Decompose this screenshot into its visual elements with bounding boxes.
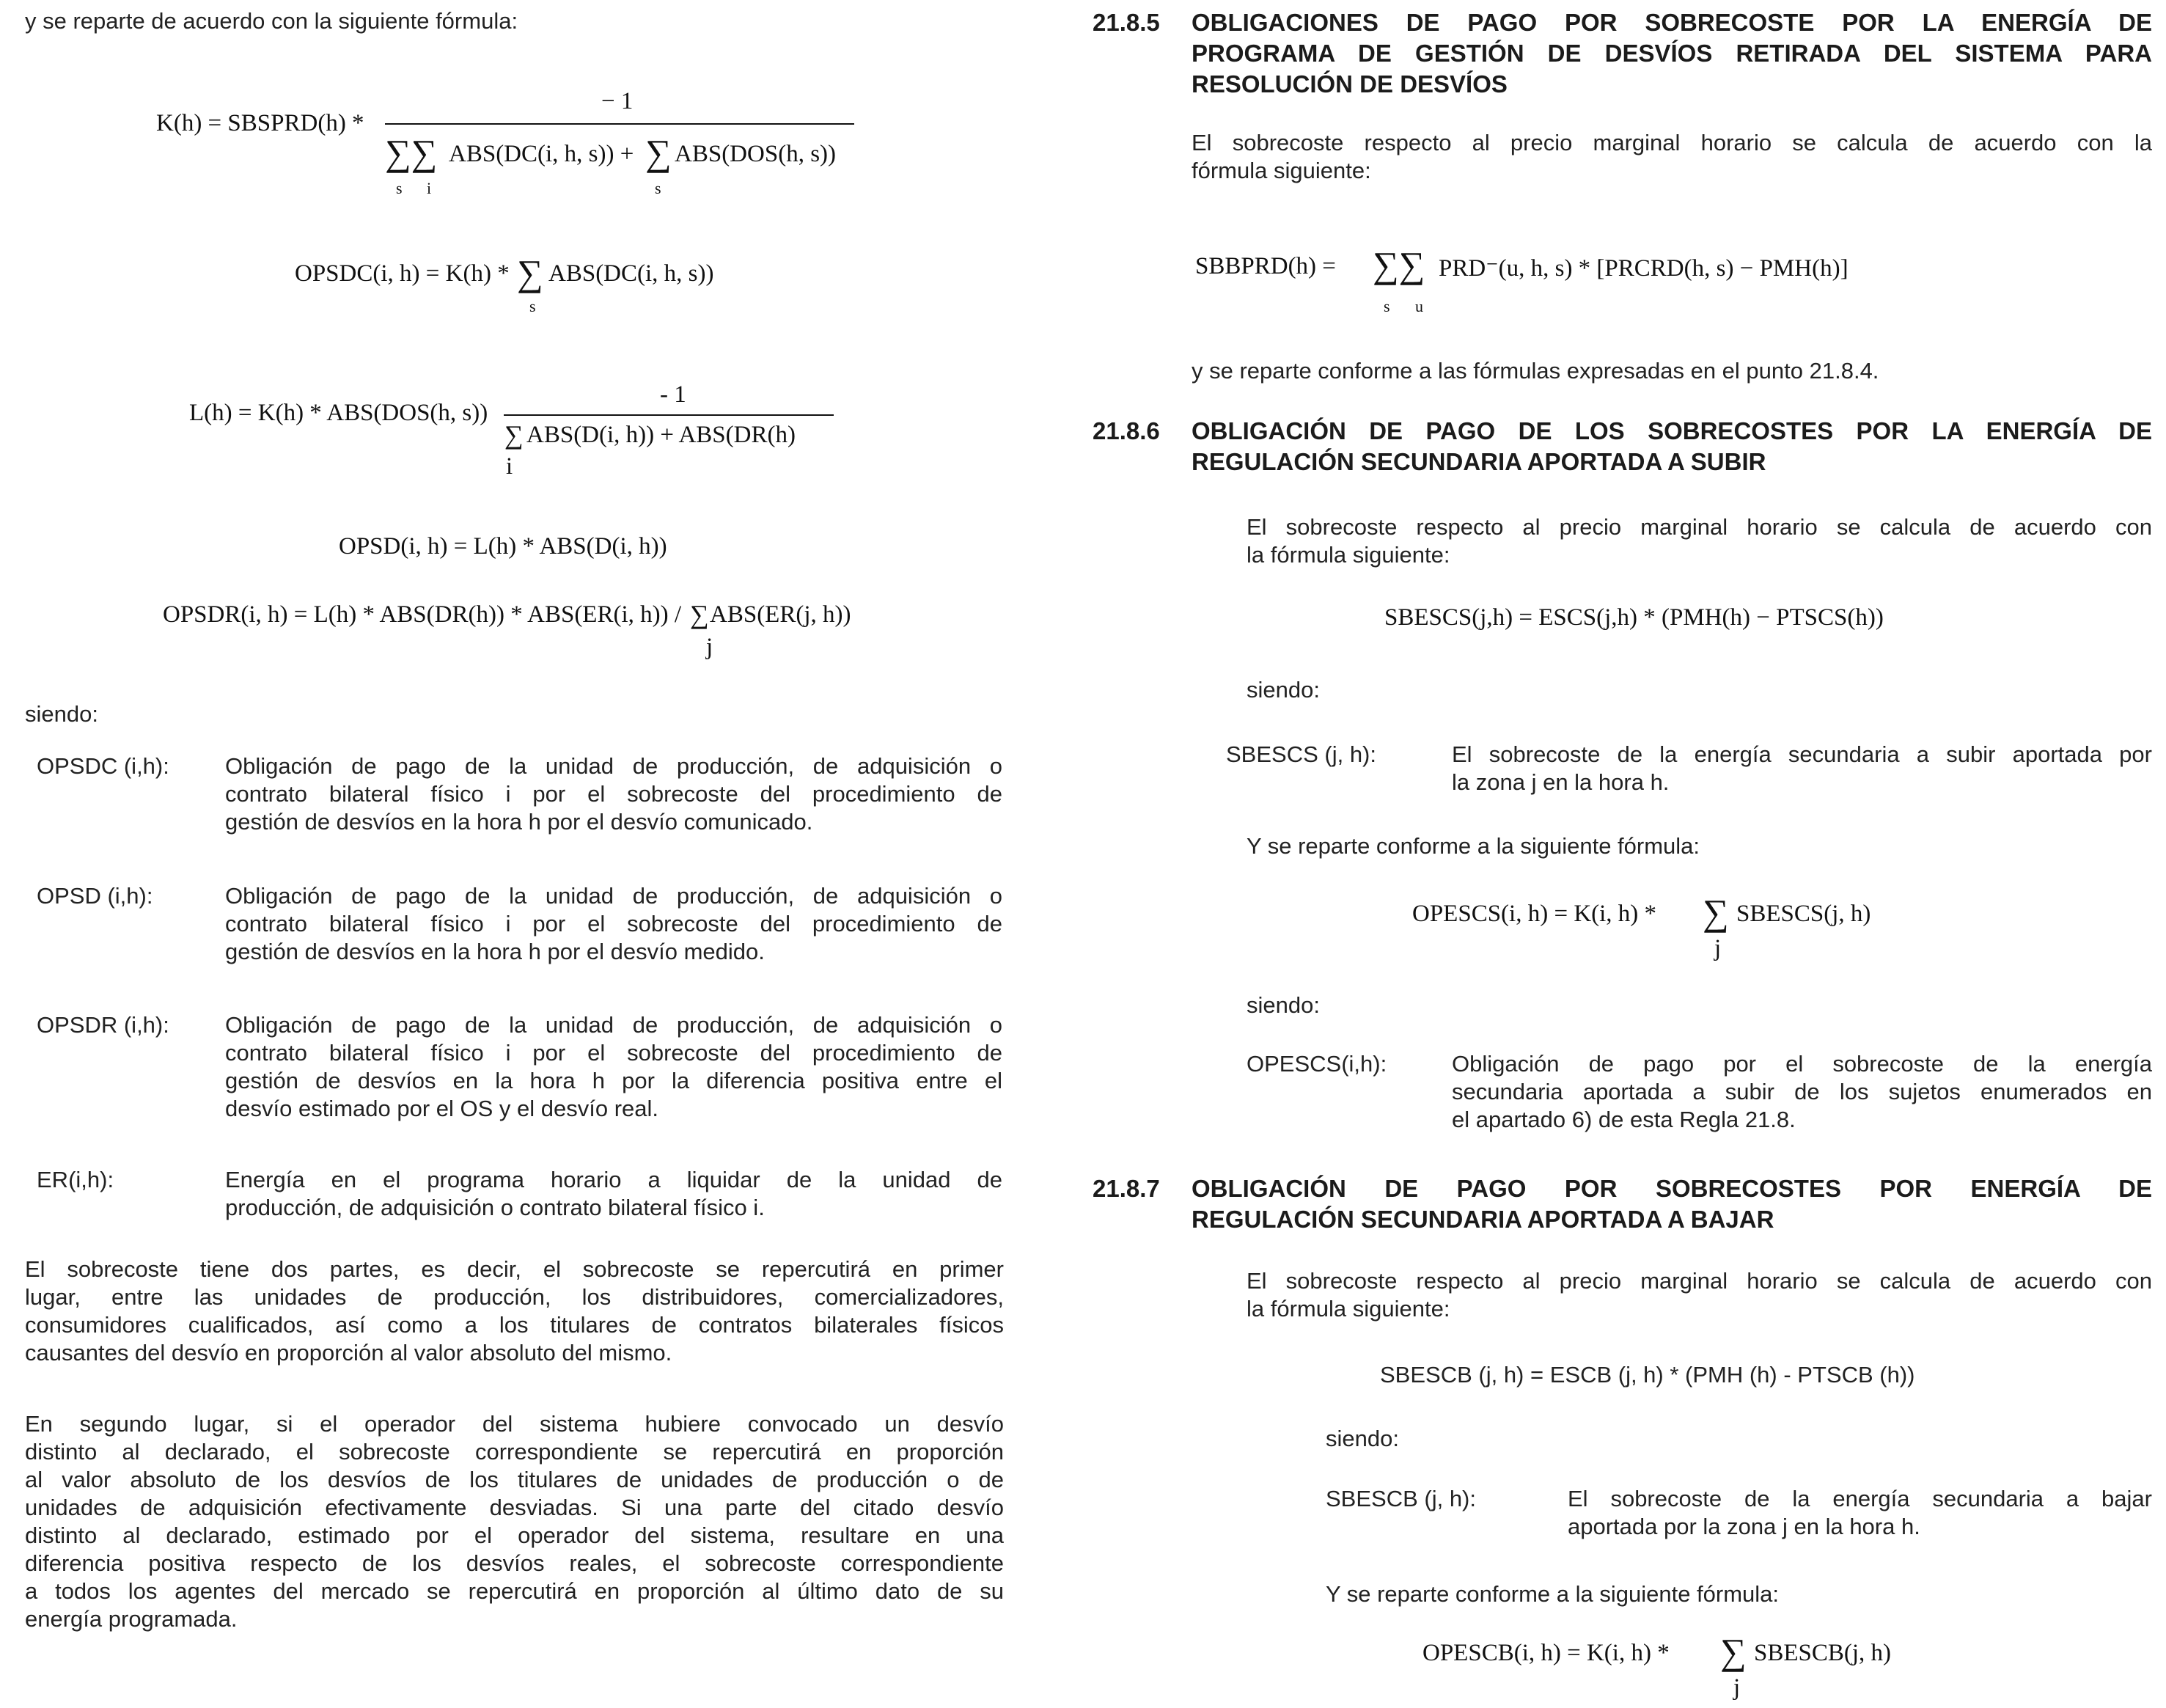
formula-l-lhs: L(h) = K(h) * ABS(DOS(h, s)) [189,400,488,426]
definition-line: Obligación de pago de la unidad de producción, de adquisición o [225,883,1002,909]
section-body [1247,513,2152,569]
definition-line: contrato bilateral físico i por el sobrecoste del procedimiento de [225,1040,1002,1066]
paragraph-line: al valor absoluto de los desvíos de los titulares de unidades de producción o de [25,1467,1004,1492]
formula-opescs-rhs: SBESCS(j, h) [1736,901,1871,927]
intro-text: y se reparte de acuerdo con la siguiente fórmula: [25,8,518,34]
definition-line: gestión de desvíos en la hora h por el desvío medido. [225,939,765,964]
definition-line: Obligación de pago de la unidad de producción, de adquisición o [225,1012,1002,1038]
paragraph-line: a todos los agentes del mercado se repercutirá en proporción al último dato de su [25,1578,1004,1604]
section-title [1192,7,2152,100]
definition-term: OPSDC (i,h): [37,753,169,779]
formula-opsd: OPSD(i, h) = L(h) * ABS(D(i, h)) [339,533,667,560]
formula-k-fraction-bar [385,123,854,125]
subscript: s [1384,297,1390,315]
formula-k-numerator: − 1 [601,88,634,114]
section-number: 21.8.7 [1093,1175,1160,1202]
siendo-label: siendo: [1247,677,1320,703]
sum-symbol: ∑ [1720,1631,1747,1672]
definition-line: gestión de desvíos en la hora h por la diferencia positiva entre el [225,1068,1002,1093]
paragraph-2 [25,1410,1004,1633]
formula-sbescb: SBESCB (j, h) = ESCB (j, h) * (PMH (h) - PTSCB (h)) [1380,1362,1915,1388]
section-title-line: RESOLUCIÓN DE DESVÍOS [1192,70,1508,98]
definition-line: El sobrecoste de la energía secundaria a subir aportada por [1452,741,2152,767]
formula-opsdc-rhs: ABS(DC(i, h, s)) [548,260,714,287]
subscript: s [655,179,661,197]
formula-l-fraction-bar [504,414,834,416]
formula-k-denominator-a: ABS(DC(i, h, s)) + [449,141,634,167]
definition-text [225,882,1002,966]
section-body [1247,1267,2152,1323]
definition-line: contrato bilateral físico i por el sobrecoste del procedimiento de [225,911,1002,937]
sum-symbol: ∑ [690,600,709,629]
definition-line: producción, de adquisición o contrato bilateral físico i. [225,1195,765,1220]
definition-text [1452,741,2152,796]
sum-symbol: ∑ [645,132,672,173]
formula-opsdc-lhs: OPSDC(i, h) = K(h) * [295,260,510,287]
paragraph-line: En segundo lugar, si el operador del sistema hubiere convocado un desvío [25,1411,1004,1437]
sum-symbol: ∑∑ [1373,244,1425,285]
body-line: la fórmula siguiente: [1247,1296,1450,1322]
section-body [1192,129,2152,185]
formula-sbbprd-lhs: SBBPRD(h) = [1195,253,1336,279]
siendo-label: siendo: [25,701,98,727]
body-line: fórmula siguiente: [1192,158,1371,183]
siendo-label: siendo: [1326,1426,1399,1451]
section-title-line: REGULACIÓN SECUNDARIA APORTADA A SUBIR [1192,448,1766,475]
formula-l-denominator: ABS(D(i, h)) + ABS(DR(h) [526,422,796,448]
sum-symbol: ∑∑ [385,132,438,173]
formula-opescb-lhs: OPESCB(i, h) = K(i, h) * [1422,1640,1670,1666]
section-title-line: OBLIGACIÓN DE PAGO POR SOBRECOSTES POR ENERGÍA DE [1192,1175,2152,1202]
definition-line: Energía en el programa horario a liquidar de la unidad de [225,1167,1002,1192]
body-line: El sobrecoste respecto al precio marginal horario se calcula de acuerdo con [1247,514,2152,540]
paragraph-line: consumidores cualificados, así como a los titulares de contratos bilaterales físicos [25,1312,1004,1338]
definition-line: la zona j en la hora h. [1452,769,1670,795]
sum-symbol: ∑ [517,252,543,293]
section-title [1192,416,2152,477]
subscript: u [1415,297,1423,315]
definition-text [225,752,1002,836]
formula-opsdr-text: OPSDR(i, h) = L(h) * ABS(DR(h)) * ABS(ER(i, h)) / [163,601,682,628]
formula-opsdr-rhs: ABS(ER(j, h)) [710,601,851,628]
section-title-line: OBLIGACIÓN DE PAGO DE LOS SOBRECOSTES POR LA ENERGÍA DE [1192,417,2152,444]
paragraph-line: causantes del desvío en proporción al valor absoluto del mismo. [25,1340,672,1366]
formula-k-lhs: K(h) = SBSPRD(h) * [156,110,364,136]
definition-line: contrato bilateral físico i por el sobrecoste del procedimiento de [225,781,1002,807]
paragraph-1 [25,1256,1004,1367]
sum-symbol: ∑ [504,420,524,450]
paragraph-line: lugar, entre las unidades de producción, los distribuidores, comercializadores, [25,1284,1004,1310]
formula-l-numerator: - 1 [660,381,686,408]
section-title-line: OBLIGACIONES DE PAGO POR SOBRECOSTE POR LA ENERGÍA DE [1192,9,2152,36]
siendo-label: siendo: [1247,992,1320,1018]
definition-term: OPSDR (i,h): [37,1012,169,1038]
paragraph-line: diferencia positiva respecto de los desvíos reales, el sobrecoste correspondiente [25,1550,1004,1576]
subscript: i [427,179,432,197]
subscript: j [1733,1674,1741,1701]
definition-line: Obligación de pago por el sobrecoste de la energía [1452,1051,2152,1077]
section-title-line: PROGRAMA DE GESTIÓN DE DESVÍOS RETIRADA DEL SISTEMA PARA [1192,40,2152,67]
subscript: j [1714,935,1722,961]
definition-line: el apartado 6) de esta Regla 21.8. [1452,1107,1796,1132]
definition-line: desvío estimado por el OS y el desvío real. [225,1096,659,1121]
formula-k-denominator-b: ABS(DOS(h, s)) [675,141,837,167]
definition-term: OPSD (i,h): [37,883,153,909]
definition-line: aportada por la zona j en la hora h. [1568,1514,1920,1539]
definition-term: ER(i,h): [37,1167,114,1192]
subscript: s [529,297,536,315]
definition-text [225,1166,1002,1222]
reparte-text: Y se reparte conforme a la siguiente fórmula: [1326,1581,1780,1607]
paragraph-line: distinto al declarado, el sobrecoste correspondiente se repercutirá en proporción [25,1439,1004,1465]
definition-line: Obligación de pago de la unidad de producción, de adquisición o [225,753,1002,779]
paragraph-line: energía programada. [25,1606,238,1632]
definition-text [1568,1485,2152,1541]
section-after-text: y se reparte conforme a las fórmulas expresadas en el punto 21.8.4. [1192,358,1879,384]
definition-line: gestión de desvíos en la hora h por el desvío comunicado. [225,809,813,835]
section-number: 21.8.5 [1093,9,1160,36]
paragraph-line: unidades de adquisición efectivamente desviadas. Si una parte del citado desvío [25,1495,1004,1520]
paragraph-line: El sobrecoste tiene dos partes, es decir, el sobrecoste se repercutirá en primer [25,1256,1004,1282]
subscript: s [396,179,403,197]
body-line: El sobrecoste respecto al precio marginal horario se calcula de acuerdo con la [1192,130,2152,155]
subscript: i [506,453,513,480]
section-title-line: REGULACIÓN SECUNDARIA APORTADA A BAJAR [1192,1206,1774,1233]
formula-sbescs: SBESCS(j,h) = ESCS(j,h) * (PMH(h) − PTSCS(h)) [1384,604,1884,631]
definition-term: SBESCB (j, h): [1326,1486,1476,1511]
subscript: j [706,634,713,660]
definition-term: SBESCS (j, h): [1226,741,1376,767]
section-title [1192,1173,2152,1235]
section-number: 21.8.6 [1093,417,1160,444]
definition-text [1452,1050,2152,1134]
body-line: la fórmula siguiente: [1247,542,1450,568]
formula-sbbprd-rhs: PRD⁻(u, h, s) * [PRCRD(h, s) − PMH(h)] [1439,255,1849,282]
sum-symbol: ∑ [1703,892,1729,933]
definition-text [225,1011,1002,1123]
definition-line: secundaria aportada a subir de los sujetos enumerados en [1452,1079,2152,1104]
formula-opescs-lhs: OPESCS(i, h) = K(i, h) * [1412,901,1657,927]
formula-opescb-rhs: SBESCB(j, h) [1754,1640,1892,1666]
definition-line: El sobrecoste de la energía secundaria a bajar [1568,1486,2152,1511]
definition-term: OPESCS(i,h): [1247,1051,1387,1077]
body-line: El sobrecoste respecto al precio marginal horario se calcula de acuerdo con [1247,1268,2152,1294]
reparte-text: Y se reparte conforme a la siguiente fórmula: [1247,833,1700,859]
paragraph-line: distinto al declarado, estimado por el operador del sistema, resultare en una [25,1522,1004,1548]
